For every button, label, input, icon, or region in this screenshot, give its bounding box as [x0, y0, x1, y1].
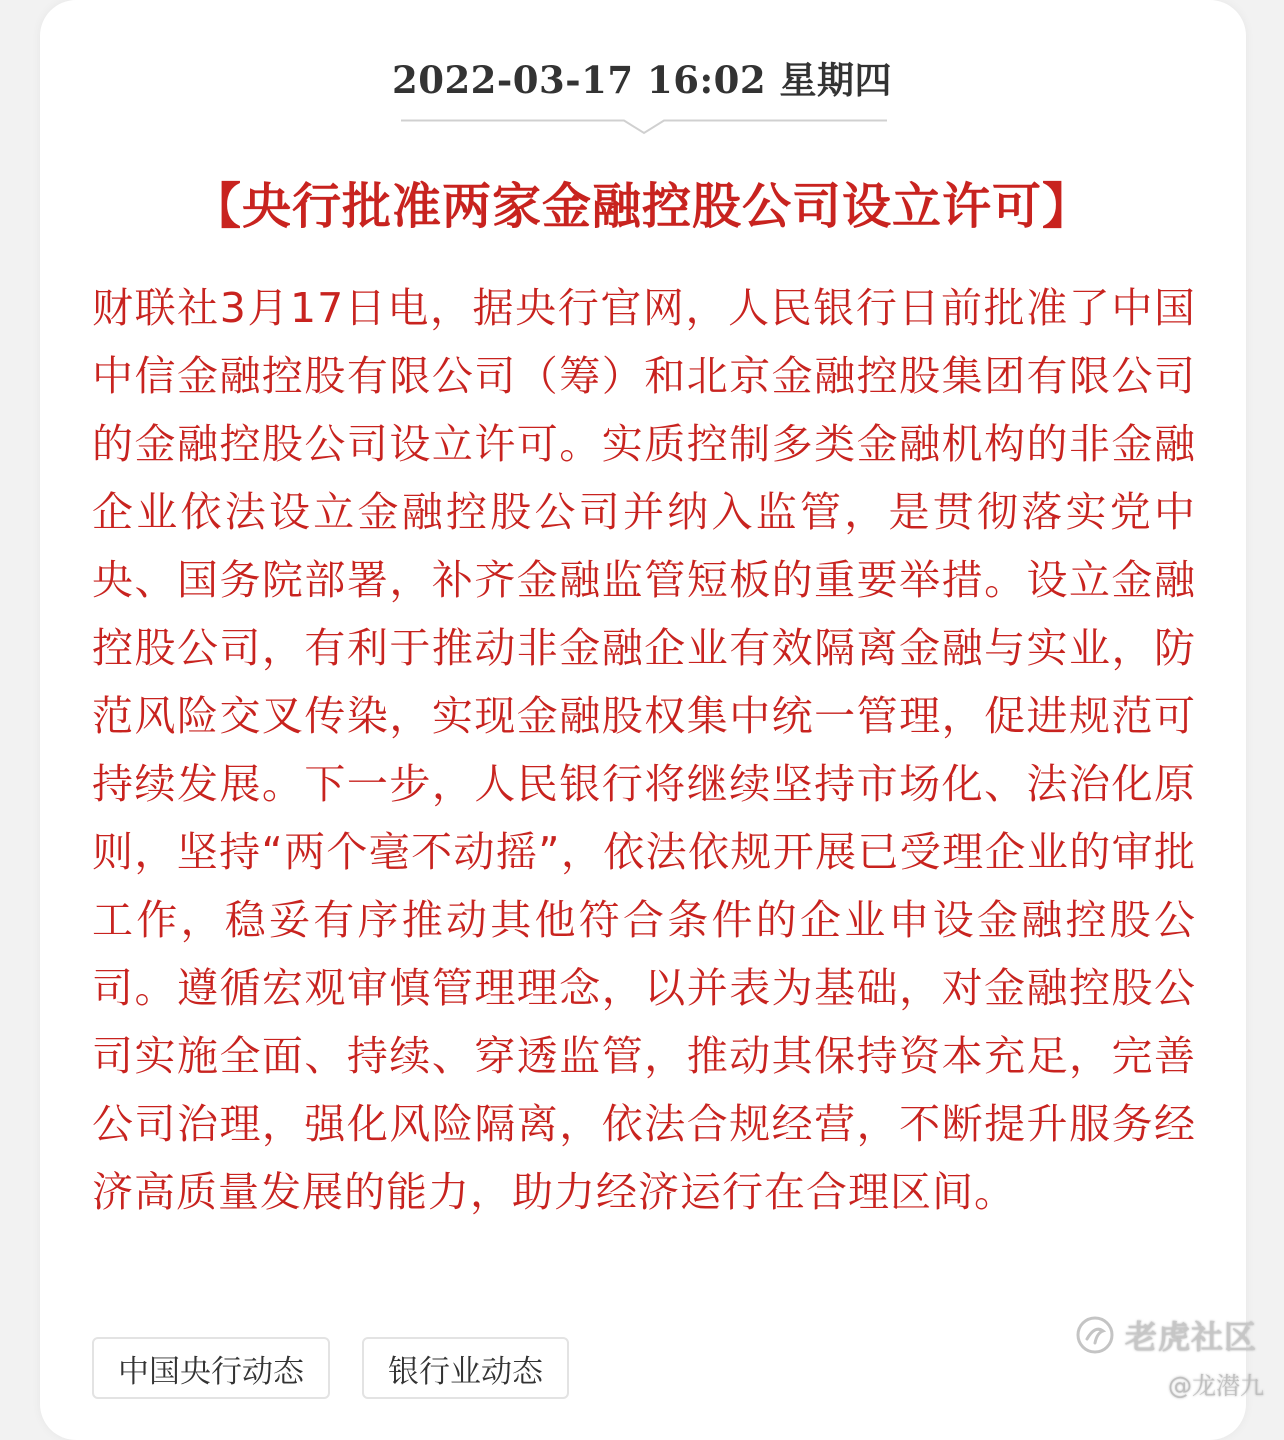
article-body: 财联社3月17日电，据央行官网，人民银行日前批准了中国中信金融控股有限公司（筹）和北京金融控股集团有限公司的金融控股公司设立许可。实质控制多类金融机构的非金融企业依法设立金融控股公司并纳入监管，是贯彻落实党中央、国务院部署，补齐金融监管短板的重要举措。设立金融控股公司，有利于推动非金融企业有效隔离金融与实业，防范风险交叉传染，实现金融股权集中统一管理，促进规范可持续发展。下一步，人民银行将继续坚持市场化、法治化原则，坚持“两个毫不动摇”，依法依规开展已受理企业的审批工作，稳妥有序推动其他符合条件的企业申设金融控股公司。遵循宏观审慎管理理念，以并表为基础，对金融控股公司实施全面、持续、穿透监管，推动其保持资本充足，完善公司治理，强化风险隔离，依法合规经营，不断提升服务经济高质量发展的能力，助力经济运行在合理区间。	[92, 284, 1196, 1216]
tiger-community-logo-icon	[1075, 1315, 1115, 1355]
tag-banking-news[interactable]: 银行业动态	[362, 1337, 569, 1399]
watermark-username: @龙潜九	[1168, 1372, 1264, 1400]
article-headline: 【央行批准两家金融控股公司设立许可】	[191, 177, 1092, 235]
tag-china-central-bank-news[interactable]: 中国央行动态	[92, 1337, 330, 1399]
tag-list	[92, 1337, 569, 1399]
publish-datetime: 2022-03-17 16:02 星期四	[391, 58, 893, 102]
watermark-brand: 老虎社区	[1125, 1318, 1258, 1356]
date-divider	[401, 119, 887, 135]
watermark	[1075, 1312, 1257, 1358]
